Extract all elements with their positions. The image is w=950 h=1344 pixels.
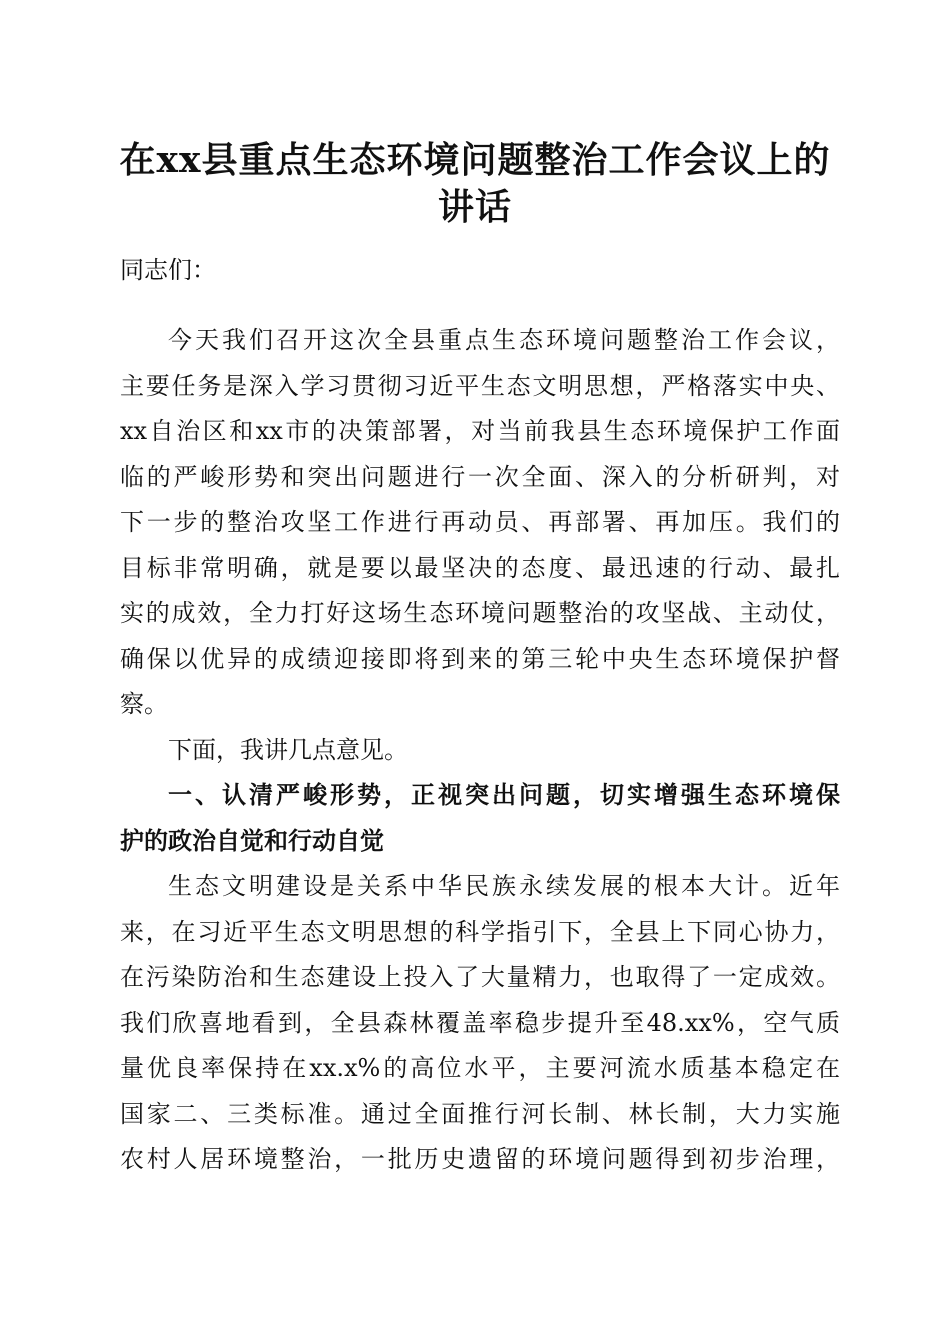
paragraph-3-line: 我们欣喜地看到，全县森林覆盖率稳步提升至48.xx%，空气质 [120, 1009, 840, 1037]
paragraph-1-line: 下一步的整治攻坚工作进行再动员、再部署、再加压。我们的 [120, 508, 840, 536]
section-heading-line: 一、认清严峻形势，正视突出问题，切实增强生态环境保 [168, 780, 840, 809]
paragraph-3-line: 国家二、三类标准。通过全面推行河长制、林长制，大力实施 [120, 1100, 840, 1128]
paragraph-1-line: 实的成效，全力打好这场生态环境问题整治的攻坚战、主动仗， [120, 599, 840, 627]
paragraph-3-line: 农村人居环境整治，一批历史遗留的环境问题得到初步治理， [120, 1145, 840, 1173]
salutation: 同志们： [120, 256, 216, 284]
section-heading-line: 护的政治自觉和行动自觉 [120, 826, 384, 855]
paragraph-1-line: 确保以优异的成绩迎接即将到来的第三轮中央生态环境保护督 [120, 645, 840, 673]
paragraph-3-line: 来，在习近平生态文明思想的科学指引下，全县上下同心协力， [120, 918, 840, 946]
paragraph-3-line: 量优良率保持在xx.x%的高位水平，主要河流水质基本稳定在 [120, 1054, 840, 1082]
paragraph-1-line: 目标非常明确，就是要以最坚决的态度、最迅速的行动、最扎 [120, 554, 840, 582]
paragraph-1-line: 主要任务是深入学习贯彻习近平生态文明思想，严格落实中央、 [120, 372, 840, 400]
paragraph-1-line: xx自治区和xx市的决策部署，对当前我县生态环境保护工作面 [120, 417, 840, 445]
paragraph-3-line: 在污染防治和生态建设上投入了大量精力，也取得了一定成效。 [120, 963, 840, 991]
document-title-line-2: 讲话 [437, 186, 512, 228]
paragraph-1-line: 今天我们召开这次全县重点生态环境问题整治工作会议， [168, 326, 840, 354]
paragraph-1-line: 察。 [120, 690, 168, 718]
paragraph-2: 下面，我讲几点意见。 [168, 736, 408, 764]
paragraph-1-line: 临的严峻形势和突出问题进行一次全面、深入的分析研判，对 [120, 463, 840, 491]
paragraph-3-line: 生态文明建设是关系中华民族永续发展的根本大计。近年 [168, 872, 840, 900]
document-title-line-1: 在xx县重点生态环境问题整治工作会议上的 [119, 139, 831, 181]
